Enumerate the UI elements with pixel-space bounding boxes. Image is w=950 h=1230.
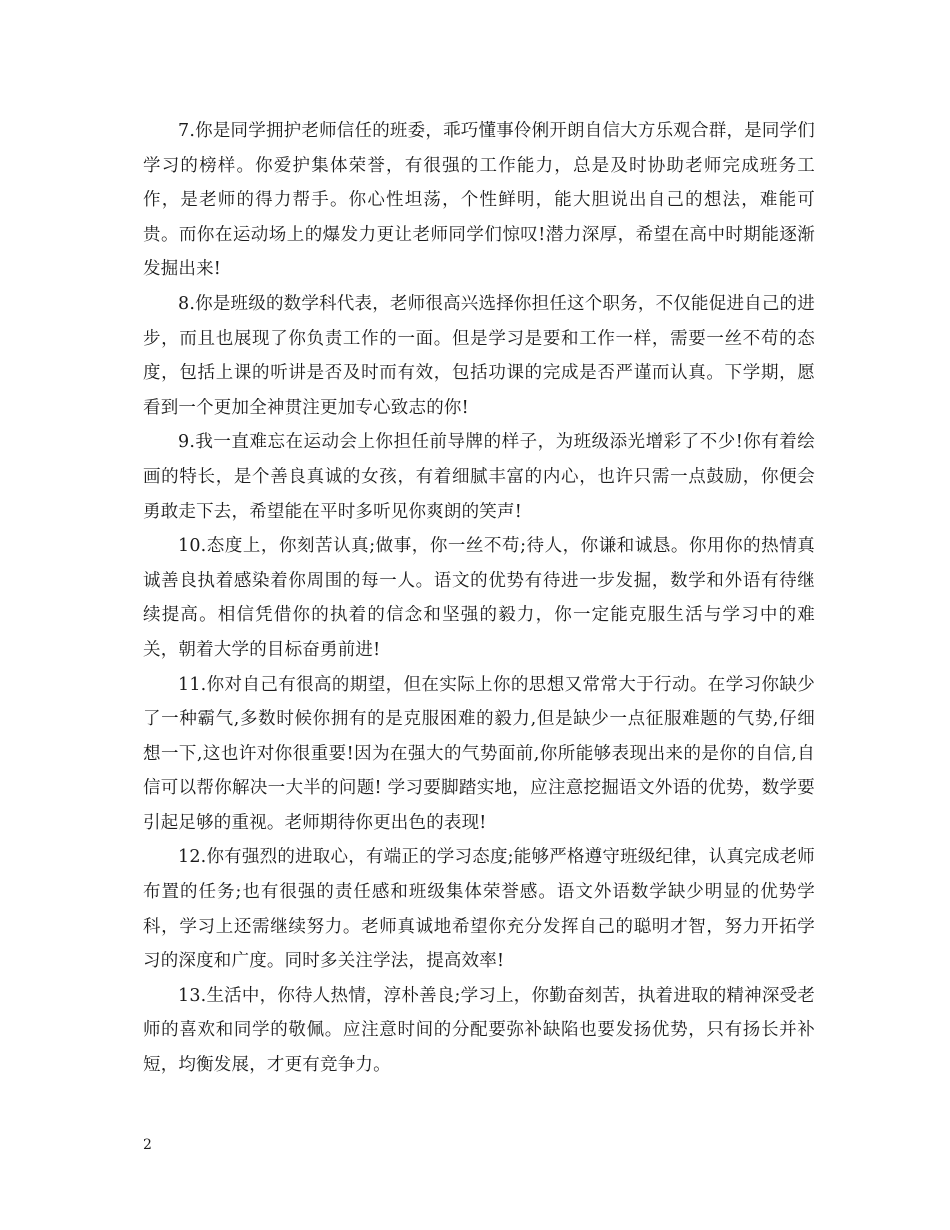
comment-paragraph-12: 12.你有强烈的进取心，有端正的学习态度;能够严格遵守班级纪律，认真完成老师布置的任务;也有很强的责任感和班级集体荣誉感。语文外语数学缺少明显的优势学科，学习上还需继续努力。老师真诚地希望你充分发挥自己的聪明才智，努力开拓学习的深度和广度。同时多关注学法，提高效率!: [143, 847, 815, 972]
document-body: [143, 114, 815, 1083]
comment-paragraph-8: 8.你是班级的数学科代表，老师很高兴选择你担任这个职务，不仅能促进自己的进步，而且也展现了你负责工作的一面。但是学习是要和工作一样，需要一丝不苟的态度，包括上课的听讲是否及时而有效，包括功课的完成是否严谨而认真。下学期，愿看到一个更加全神贯注更加专心致志的你!: [143, 293, 815, 418]
comment-paragraph-11: 11.你对自己有很高的期望，但在实际上你的思想又常常大于行动。在学习你缺少了一种霸气,多数时候你拥有的是克服困难的毅力,但是缺少一点征服难题的气势,仔细想一下,这也许对你很重要!因为在强大的气势面前,你所能够表现出来的是你的自信,自信可以帮你解决一大半的问题! 学习要脚踏实地，应注意挖掘语文外语的优势，数学要引起足够的重视。老师期待你更出色的表现!: [143, 674, 815, 833]
page-number: 2: [143, 1137, 152, 1153]
comment-paragraph-10: 10.态度上，你刻苦认真;做事，你一丝不苟;待人，你谦和诚恳。你用你的热情真诚善良执着感染着你周围的每一人。语文的优势有待进一步发掘，数学和外语有待继续提高。相信凭借你的执着的信念和坚强的毅力，你一定能克服生活与学习中的难关，朝着大学的目标奋勇前进!: [143, 536, 815, 660]
comment-paragraph-9: 9.我一直难忘在运动会上你担任前导牌的样子，为班级添光增彩了不少!你有着绘画的特长，是个善良真诚的女孩，有着细腻丰富的内心，也许只需一点鼓励，你便会勇敢走下去，希望能在平时多听见你爽朗的笑声!: [143, 432, 815, 522]
comment-paragraph-13: 13.生活中，你待人热情，淳朴善良;学习上，你勤奋刻苦，执着进取的精神深受老师的喜欢和同学的敬佩。应注意时间的分配要弥补缺陷也要发扬优势，只有扬长并补短，均衡发展，才更有竞争力。: [143, 985, 815, 1076]
comment-paragraph-7: 7.你是同学拥护老师信任的班委，乖巧懂事伶俐开朗自信大方乐观合群，是同学们学习的榜样。你爱护集体荣誉，有很强的工作能力，总是及时协助老师完成班务工作，是老师的得力帮手。你心性坦荡，个性鲜明，能大胆说出自己的想法，难能可贵。而你在运动场上的爆发力更让老师同学们惊叹!潜力深厚，希望在高中时期能逐渐发掘出来!: [143, 121, 815, 280]
